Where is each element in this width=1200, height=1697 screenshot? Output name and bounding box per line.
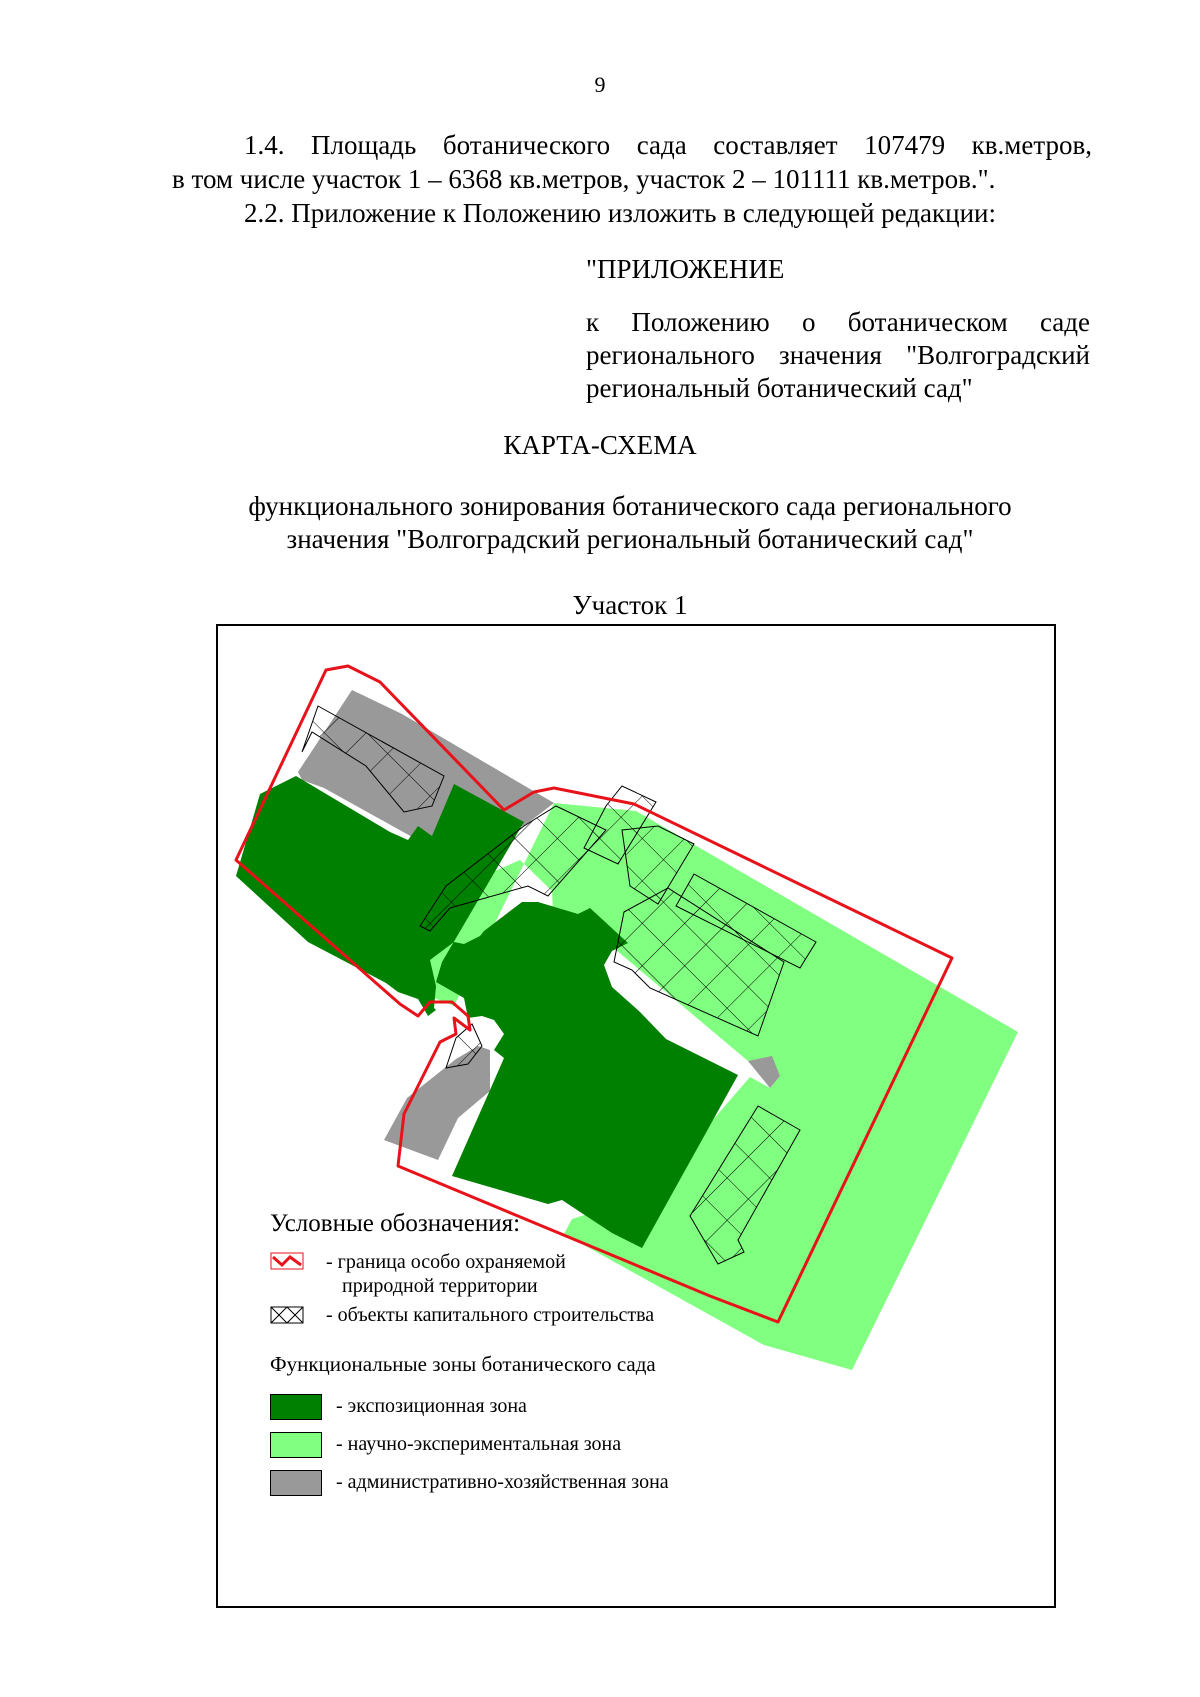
scientific-zone-swatch xyxy=(270,1432,322,1458)
legend-admin-zone-label: - административно-хозяйственная зона xyxy=(336,1471,669,1493)
legend-zones-title: Функциональные зоны ботанического сада xyxy=(270,1352,656,1376)
legend-boundary-line-2: природной территории xyxy=(342,1275,538,1297)
paragraph-2-2: 2.2. Приложение к Положению изложить в следующей редакции: xyxy=(244,198,996,228)
legend-exposition-zone-label: - экспозиционная зона xyxy=(336,1395,527,1417)
legend-title: Условные обозначения: xyxy=(270,1210,521,1237)
section-label: Участок 1 xyxy=(572,590,688,620)
appendix-ref-line-2: регионального значения "Волгоградский xyxy=(586,340,1090,370)
page-number: 9 xyxy=(594,72,606,97)
map-frame xyxy=(216,624,1056,1608)
admin-zone-swatch xyxy=(270,1470,322,1496)
legend-boundary-line-1: - граница особо охраняемой xyxy=(326,1251,566,1273)
paragraph-1-4-line-1: 1.4. Площадь ботанического сада составляет 107479 кв.метров, xyxy=(244,130,1092,160)
red-zigzag-line-icon xyxy=(270,1252,304,1270)
crosshatch-icon xyxy=(270,1306,304,1324)
paragraph-1-4-line-2: в том числе участок 1 – 6368 кв.метров, участок 2 – 101111 кв.метров.". xyxy=(172,164,996,194)
map-title: КАРТА-СХЕМА xyxy=(503,430,697,460)
appendix-reference xyxy=(586,306,1090,405)
map-subtitle-line-2: значения "Волгоградский региональный ботанический сад" xyxy=(286,524,974,554)
appendix-title: "ПРИЛОЖЕНИЕ xyxy=(586,254,785,284)
appendix-ref-line-3: региональный ботанический сад" xyxy=(586,373,973,403)
legend-capital-objects-label: - объекты капитального строительства xyxy=(326,1304,655,1326)
exposition-zone-swatch xyxy=(270,1394,322,1420)
map-subtitle xyxy=(0,490,1200,556)
paragraph-1-4 xyxy=(172,128,1092,196)
appendix-ref-line-1: к Положению о ботаническом саде xyxy=(586,307,1090,337)
zoning-map xyxy=(218,626,1056,1608)
map-subtitle-line-1: функционального зонирования ботанического сада регионального xyxy=(248,491,1012,521)
legend-scientific-zone-label: - научно-экспериментальная зона xyxy=(336,1433,622,1455)
